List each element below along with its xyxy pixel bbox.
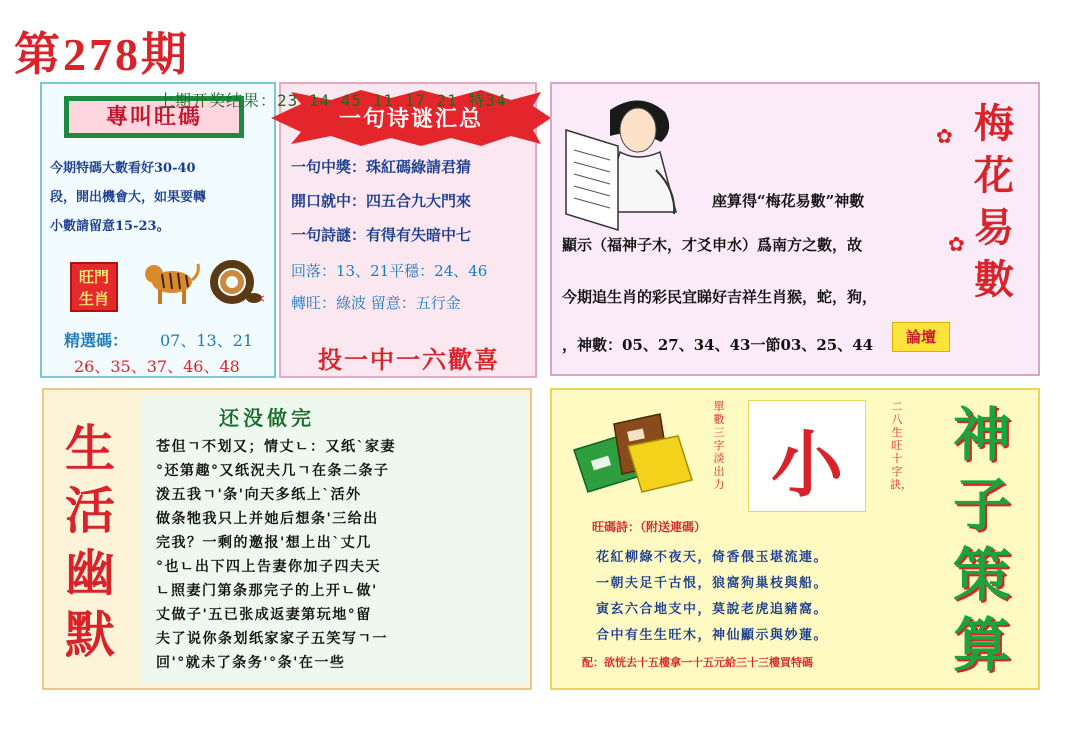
humor-text-area bbox=[142, 396, 528, 684]
panel-hot-numbers-text bbox=[50, 154, 272, 241]
poem-line: 花紅柳綠不夜天，倚香偎玉堪流連。 bbox=[596, 550, 829, 565]
panel-hot-numbers bbox=[40, 82, 276, 378]
right-vertical-note: 二八生旺十字訣， bbox=[890, 400, 912, 491]
plum-text-line: ，神數：05、27、34、43一節03、25、44 bbox=[562, 336, 874, 354]
humor-line: ㄴ照妻门第条那完子的上开ㄴ做' bbox=[156, 583, 378, 599]
plum-text-line: 今期追生肖的彩民宜睇好吉祥生肖猴，蛇，狗， bbox=[562, 288, 878, 306]
slogan-text: 投一中一六歡喜 bbox=[318, 345, 500, 374]
tiger-icon bbox=[142, 254, 200, 306]
humor-line: °还第趣°又纸況夫几ㄱ在条二条子 bbox=[156, 463, 390, 479]
vertical-char: 數 bbox=[974, 256, 1014, 303]
zodiac-badge bbox=[70, 262, 118, 312]
vertical-char: 策 bbox=[952, 541, 1011, 609]
vertical-char: 花 bbox=[974, 152, 1014, 199]
text-line: 今期特碼大數看好30-40 bbox=[50, 161, 196, 176]
panel-life-humor bbox=[42, 388, 532, 690]
poem-label: 旺碼詩：（附送連碼） bbox=[592, 520, 707, 534]
books-icon bbox=[570, 410, 700, 500]
riddle-row: 一句中獎：珠紅碼綠請君猜 bbox=[291, 158, 472, 176]
vertical-char: 子 bbox=[952, 471, 1011, 539]
humor-line: 完我？一剩的邀报'想上出`丈几 bbox=[156, 535, 372, 551]
humor-line: °也ㄴ出下四上告妻你加子四夫天 bbox=[156, 559, 382, 575]
last-result-text: 上期开奖结果：23 14 45 11 17 21 特34 bbox=[158, 91, 507, 110]
selected-numbers-2: 26、35、37、46、48 bbox=[74, 357, 240, 376]
forum-tag: 論壇 bbox=[892, 322, 950, 352]
humor-line: 苍但ㄱ不划又；情丈ㄴ：又纸`家妻 bbox=[156, 439, 397, 455]
vertical-char: 幽 bbox=[65, 543, 115, 602]
poem-line: 合中有生生旺木，神仙顯示與妙蓮。 bbox=[596, 628, 829, 643]
panel-poem-riddles bbox=[279, 82, 537, 378]
humor-title-vertical bbox=[60, 418, 120, 666]
humor-heading: 还没做完 bbox=[219, 406, 315, 430]
vertical-char: 梅 bbox=[974, 100, 1014, 147]
humor-line: 泼五我ㄱ'条'向天多纸上`活外 bbox=[156, 487, 362, 503]
poem-line: 一朝夫足千古恨，狼窩狗巢枝與船。 bbox=[596, 576, 829, 591]
plum-text-line: 顯示（福神子木，才爻申水）爲南方之數，故 bbox=[562, 236, 863, 254]
vertical-char: 神 bbox=[952, 401, 1011, 469]
vertical-char: 生 bbox=[65, 419, 115, 478]
big-char: 小 bbox=[770, 422, 843, 507]
selected-numbers-1: 07、13、21 bbox=[160, 331, 254, 350]
divine-title-vertical bbox=[942, 400, 1022, 680]
selected-label: 精選碼： bbox=[64, 331, 129, 350]
newspaper-reader-icon bbox=[560, 90, 710, 250]
panel-divine-calc bbox=[550, 388, 1040, 690]
humor-line: 丈做子'五已张成返妻第玩地°留 bbox=[156, 607, 372, 623]
riddle-row: 一句詩謎：有得有失暗中七 bbox=[291, 226, 472, 244]
humor-line: 夫了说你条划纸家家子五笑写ㄱ一 bbox=[156, 631, 389, 647]
riddle-row: 轉旺：綠波 留意：五行金 bbox=[291, 294, 461, 312]
riddle-row: 開口就中：四五合九大門來 bbox=[291, 192, 472, 210]
poem-riddles-title: 一句诗谜汇总 bbox=[338, 106, 483, 132]
poem-line: 寅玄六合地支中，莫說老虎追豬窩。 bbox=[596, 602, 829, 617]
zodiac-badge-line2: 生肖 bbox=[78, 290, 109, 308]
panel-hot-numbers-title: 專叫旺碼 bbox=[64, 96, 244, 138]
text-line: 小數請留意15-23。 bbox=[50, 219, 170, 234]
issue-title: 第278期 bbox=[14, 29, 190, 80]
panel-plum-blossom bbox=[550, 82, 1040, 376]
humor-line: 回'°就未了条务'°条'在一些 bbox=[156, 655, 346, 671]
left-vertical-note: 單數三字淡出力 bbox=[713, 400, 725, 491]
vertical-char: 易 bbox=[974, 204, 1014, 251]
zodiac-badge-line1: 旺門 bbox=[78, 268, 109, 286]
flower-icon: ✿ bbox=[936, 124, 953, 148]
vertical-char: 默 bbox=[65, 605, 115, 664]
flower-icon: ✿ bbox=[948, 232, 965, 256]
riddle-row: 回落：13、21平穩：24、46 bbox=[291, 262, 488, 280]
plum-text-line: 座算得“梅花易數”神數 bbox=[712, 192, 865, 210]
poem-footer: 配：欲恍去十五樓拿一十五元給三十三樓買特碼 bbox=[582, 656, 813, 669]
snake-icon bbox=[204, 254, 264, 310]
humor-line: 做条牠我只上并她后想条'三给出 bbox=[156, 511, 379, 527]
text-line: 段，開出機會大，如果要轉 bbox=[50, 190, 207, 205]
big-char-box bbox=[748, 400, 866, 512]
plum-title-vertical bbox=[966, 98, 1022, 306]
vertical-char: 算 bbox=[952, 611, 1011, 679]
vertical-char: 活 bbox=[65, 481, 115, 540]
